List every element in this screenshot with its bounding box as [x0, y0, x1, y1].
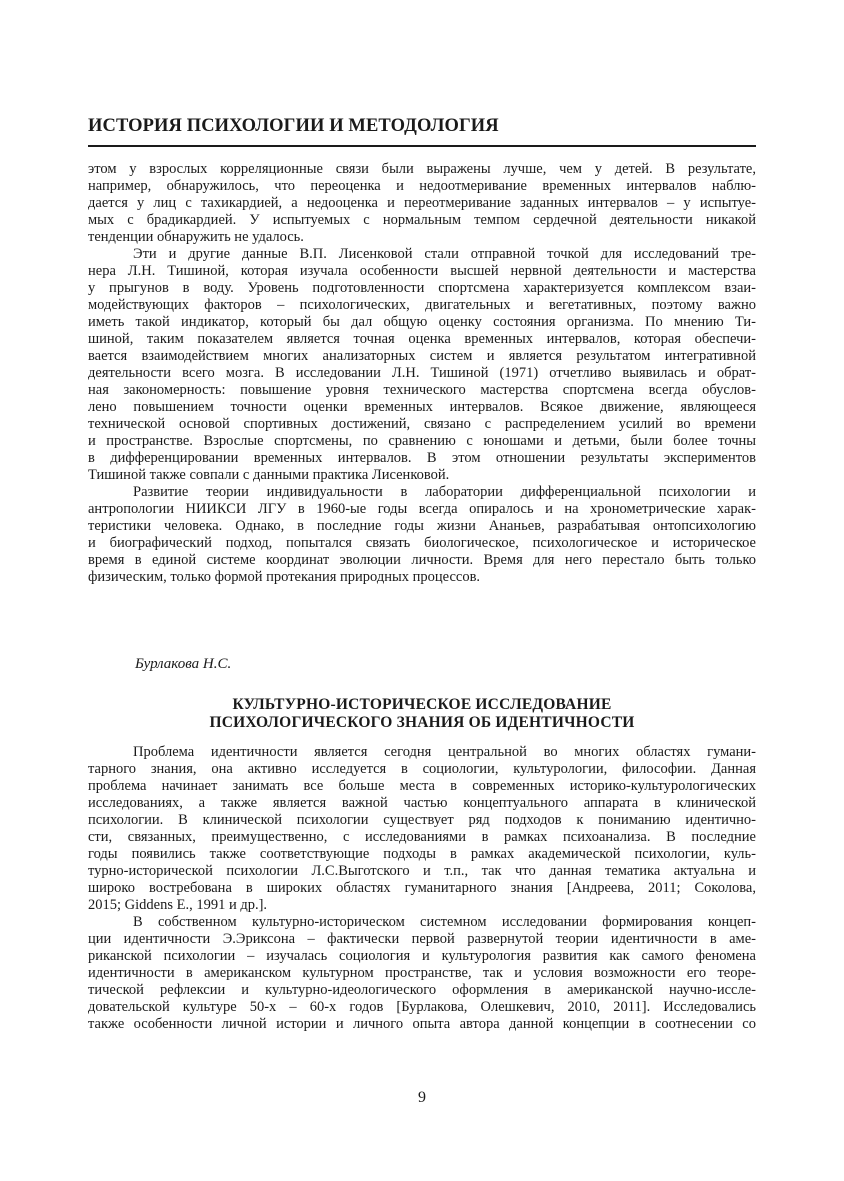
text-line: и пространстве. Взрослые спортсмены, по сравнению с юношами и детьми, были более точны: [88, 433, 756, 449]
text-line: дается у лиц с тахикардией, а недооценка и переотмеривание заданных интервалов – у испытуе-: [88, 195, 756, 211]
text-line: ции идентичности Э.Эриксона – фактически первой развернутой теории идентичности в аме-: [88, 931, 756, 947]
text-line: физическим, только формой протекания природных процессов.: [88, 569, 481, 585]
text-line: у прыгунов в воду. Уровень подготовленности спортсмена характеризуется комплексом взаи-: [88, 280, 756, 296]
text-line: риканской психологии – изучалась социология и культурология развития как самого феномена: [88, 948, 756, 964]
article-title: [88, 696, 756, 732]
text-line: годы появились также соответствующие подходы в рамках академической психологии, куль-: [88, 846, 756, 862]
document-page: [88, 0, 756, 1181]
text-line: Эти и другие данные В.П. Лисенковой стали отправной точкой для исследований тре-: [133, 246, 756, 262]
text-line: тической рефлексии и культурно-идеологического оформления в американской научно-иссле-: [88, 982, 756, 998]
running-header: ИСТОРИЯ ПСИХОЛОГИИ И МЕТОДОЛОГИЯ: [88, 116, 499, 136]
text-line: лено повышением точности оценки временных интервалов. Всякое движение, являющееся: [88, 399, 756, 415]
text-line: Тишиной также совпали с данными практика Лисенковой.: [88, 467, 450, 483]
text-line: также особенности личной истории и личного опыта автора данной концепции в соотнесении со: [88, 1016, 756, 1032]
text-line: время в единой системе координат эволюции личности. Время для него перестало быть только: [88, 552, 756, 568]
text-line: тенденции обнаружить не удалось.: [88, 229, 304, 245]
continued-text-block: [88, 161, 756, 586]
text-line: деятельности всего мозга. В исследовании Л.Н. Тишиной (1971) отчетливо выявилась и обрат-: [88, 365, 756, 381]
text-line: антропологии НИИКСИ ЛГУ в 1960-ые годы всегда опиралось и на хронометрические харак-: [88, 501, 756, 517]
text-line: ная закономерность: повышение уровня технического мастерства спортсмена всегда обуслов-: [88, 382, 756, 398]
text-line: в дифференцировании временных интервалов. В этом отношении результаты экспериментов: [88, 450, 756, 466]
text-line: проблема начинает занимать все больше места в современных историко-культурологических: [88, 778, 756, 794]
article-title-line: КУЛЬТУРНО-ИСТОРИЧЕСКОЕ ИССЛЕДОВАНИЕ: [232, 696, 612, 713]
text-line: вается взаимодействием многих анализаторных систем и является результатом интегративной: [88, 348, 756, 364]
header-divider: [88, 145, 756, 147]
text-line: иметь такой индикатор, который бы дал общую оценку состояния организма. По мнению Ти-: [88, 314, 756, 330]
text-line: исследованиях, а также является важной частью концептуального аппарата в клинической: [88, 795, 756, 811]
text-line: идентичности в американском культурном пространстве, так и условия возможности его теоре-: [88, 965, 756, 981]
text-line: В собственном культурно-историческом системном исследовании формирования концеп-: [133, 914, 756, 930]
page-number: 9: [418, 1089, 426, 1106]
text-line: тарного знания, она активно исследуется в социологии, культурологии, философии. Данная: [88, 761, 756, 777]
text-line: турно-исторической психологии Л.С.Выготского и т.п., так что данная тематика актуальна и: [88, 863, 756, 879]
text-line: технической основой спортивных достижений, связано с распределением усилий во времени: [88, 416, 756, 432]
text-line: широко востребована в широких областях гуманитарного знания [Андреева, 2011; Соколова,: [88, 880, 756, 896]
text-line: шиной, таким показателем является точная оценка временных интервалов, которая обеспечи-: [88, 331, 756, 347]
text-line: этом у взрослых корреляционные связи были выражены лучше, чем у детей. В результате,: [88, 161, 756, 177]
text-line: и биографический подход, попытался связать биологическое, психологическое и историческое: [88, 535, 756, 551]
text-line: Проблема идентичности является сегодня центральной во многих областях гумани-: [133, 744, 756, 760]
text-line: модействующих факторов – психологических, двигательных и вегетативных, поэтому важно: [88, 297, 756, 313]
text-line: мых с брадикардией. У испытуемых с нормальным темпом сердечной деятельности никакой: [88, 212, 756, 228]
text-line: психологии. В клинической психологии существует ряд подходов к пониманию идентично-: [88, 812, 756, 828]
article-body: [88, 744, 756, 1033]
text-line: нера Л.Н. Тишиной, которая изучала особенности высшей нервной деятельности и мастерства: [88, 263, 756, 279]
article-title-line: ПСИХОЛОГИЧЕСКОГО ЗНАНИЯ ОБ ИДЕНТИЧНОСТИ: [209, 714, 635, 731]
text-line: например, обнаружилось, что переоценка и недоотмеривание временных интервалов наблю-: [88, 178, 756, 194]
article-author: Бурлакова Н.С.: [135, 656, 232, 672]
text-line: 2015; Giddens E., 1991 и др.].: [88, 897, 268, 913]
text-line: довательской культуре 50-х – 60-х годов [Бурлакова, Олешкевич, 2010, 2011]. Исследовались: [88, 999, 756, 1015]
text-line: сти, связанных, преимущественно, с исследованиями в рамках психоанализа. В последние: [88, 829, 756, 845]
text-line: теристики человека. Однако, в последние годы жизни Ананьев, разрабатывая онтопсихологию: [88, 518, 756, 534]
text-line: Развитие теории индивидуальности в лаборатории дифференциальной психологии и: [133, 484, 756, 500]
